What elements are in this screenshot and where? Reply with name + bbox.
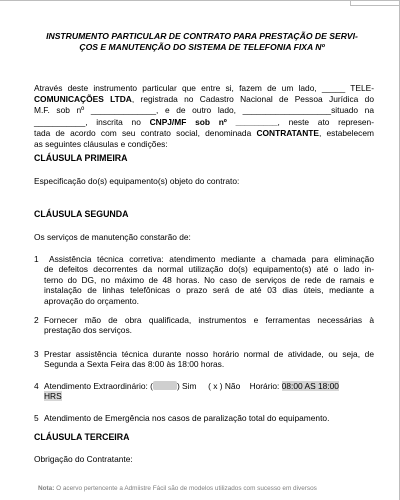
clause-3-text: Obrigação do Contratante: <box>34 454 133 464</box>
item-2-line-2: prestação dos serviços. <box>44 325 132 336</box>
footer-note-label: Nota: <box>38 485 55 492</box>
item-number: 2 <box>34 315 39 325</box>
intro-line-4-b: , neste ato represen- <box>277 116 374 127</box>
item-4-line-1 <box>44 381 374 391</box>
clause-3-heading: CLÁUSULA TERCEIRA <box>34 432 130 442</box>
intro-line-2 <box>34 94 374 105</box>
list-item-2 <box>34 315 374 336</box>
intro-line-6: as seguintes cláusulas e condições: <box>34 139 168 150</box>
item-2-line-1: Fornecer mão de obra qualificada, instrumentos e ferramentas necessárias à <box>44 315 374 325</box>
intro-line-5-b: , estabelecem <box>318 127 375 138</box>
item-3-text <box>44 349 374 370</box>
item-number: 4 <box>34 381 39 391</box>
item-1-line-4: instalação de linhas telefônicas o prazo será de até 03 dias úteis, mediante a <box>44 285 374 296</box>
clause-1-text: Especificação do(s) equipamento(s) objeto do contrato: <box>34 176 240 186</box>
item-1-line-3: terno do DG, no máximo de 48 horas. No caso de serviços de rede de ramais e <box>44 274 374 285</box>
intro-line-4 <box>34 117 374 128</box>
item-1-line-1: Assistência técnica corretiva: atendimento mediante a chamada para eliminação <box>49 254 374 264</box>
sim-checkbox[interactable] <box>153 381 177 390</box>
extraordinary-label: Atendimento Extraordinário: ( <box>44 381 153 391</box>
company-name: COMUNICAÇÕES LTDA <box>34 94 132 105</box>
list-item-4 <box>34 381 374 402</box>
footer-note <box>38 485 317 492</box>
intro-line-4-a: ___________, inscrita no <box>34 116 150 127</box>
sim-label: ) Sim <box>176 381 197 391</box>
list-item-1 <box>34 254 374 306</box>
item-5-text <box>44 413 374 423</box>
item-number: 3 <box>34 349 39 359</box>
item-5-line-1: Atendimento de Emergência nos casos de paralização total do equipamento. <box>44 413 330 423</box>
contratante-label: CONTRATANTE <box>256 127 319 138</box>
document-title <box>26 31 378 53</box>
title-line-1: INSTRUMENTO PARTICULAR DE CONTRATO PARA PRESTAÇÃO DE SERVI- <box>46 31 358 41</box>
clause-1-heading: CLÁUSULA PRIMEIRA <box>34 153 128 163</box>
horario-label: Horário: <box>249 381 280 391</box>
horario-value: 08:00 AS 18:00 <box>281 381 339 391</box>
clause-2-heading: CLÁUSULA SEGUNDA <box>34 209 129 219</box>
footer-note-text: O acervo pertencente a Admiistre Fácil são de modelos utilizados com sucesso em diversos <box>56 485 317 492</box>
item-4-line-2 <box>44 391 374 401</box>
item-1-line-5: aprovação do orçamento. <box>44 295 139 306</box>
intro-line-5-a: tada de acordo com seu contrato social, denominada <box>34 127 257 138</box>
intro-line-1: Através deste instrumento particular que entre si, fazem de um lado, _____ TELE- <box>34 83 374 93</box>
item-3-line-1: Prestar assistência técnica durante nosso horário normal de atividade, ou seja, de <box>44 349 374 359</box>
intro-line-5 <box>34 128 374 139</box>
item-4-text <box>44 381 374 402</box>
intro-line-3: M.F. sob nº ______________, e de outro lado, ___________________situado na <box>34 105 374 116</box>
intro-line-2-rest: , registrada no Cadastro Nacional de Pessoa Jurídica do <box>131 94 374 105</box>
title-line-2: ÇOS E MANUTENÇÃO DO SISTEMA DE TELEFONIA FIXA Nº <box>79 42 325 52</box>
list-item-5 <box>34 413 374 423</box>
clause-2-text: Os serviços de manutenção constarão de: <box>34 232 191 242</box>
nao-option: ( x ) Não <box>208 381 241 391</box>
item-number: 5 <box>34 413 39 423</box>
item-1-text <box>44 254 374 306</box>
horario-value-suffix: HRS <box>44 391 62 402</box>
item-number: 1 <box>34 254 39 264</box>
item-3-line-2: Segunda a Sexta Feira das 8:00 às 18:00 horas. <box>44 359 225 370</box>
page-corner <box>350 1 399 6</box>
list-item-3 <box>34 349 374 370</box>
item-2-text <box>44 315 374 336</box>
cnpj-label: CNPJ/MF sob nº _________ <box>149 116 278 127</box>
intro-paragraph <box>34 83 374 150</box>
item-1-line-2: de defeitos decorrentes da normal utilização do(s) equipamento(s) até o lado in- <box>44 264 374 275</box>
